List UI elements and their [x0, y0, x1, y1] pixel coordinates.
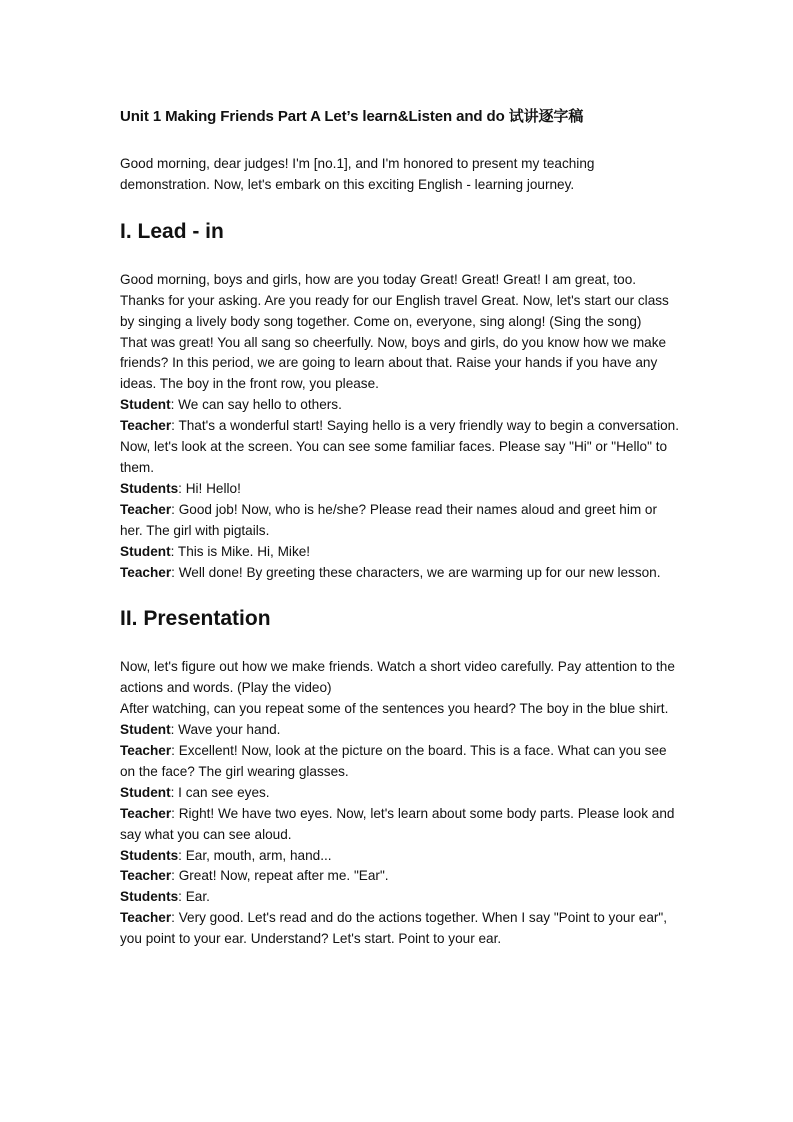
dialogue-text: : I can see eyes.	[170, 784, 270, 800]
dialogue-line	[120, 908, 680, 950]
dialogue-text: : Good job! Now, who is he/she? Please read their names aloud and greet him or her. The girl with pigtails.	[120, 501, 658, 538]
dialogue-line	[120, 563, 680, 584]
speaker-label: Teacher	[120, 805, 172, 821]
dialogue-line	[120, 846, 680, 867]
section-presentation	[120, 605, 680, 950]
speaker-label: Teacher	[120, 743, 172, 759]
speaker-label: Students	[120, 480, 179, 496]
speaker-label: Student	[120, 397, 171, 413]
dialogue-line	[120, 804, 680, 846]
paragraph-text: That was great! You all sang so cheerfully. Now, boys and girls, do you know how we make friends? In this period, we are going to learn about that. Raise your hands if you have any ideas. The boy in the front row, you please.	[120, 334, 667, 392]
dialogue-text: : Hi! Hello!	[178, 480, 241, 496]
dialogue-line	[120, 741, 680, 783]
paragraph-text: Now, let's figure out how we make friends. Watch a short video carefully. Pay attention to the actions and words. (Play the video)	[120, 659, 675, 696]
dialogue-line	[120, 542, 680, 563]
dialogue-text: : We can say hello to others.	[170, 397, 342, 413]
speaker-label: Teacher	[120, 501, 172, 517]
dialogue-text: : Ear.	[178, 889, 210, 905]
speaker-label: Student	[120, 543, 171, 559]
dialogue-line	[120, 395, 680, 416]
dialogue-text: : This is Mike. Hi, Mike!	[170, 543, 311, 559]
document-content	[120, 106, 680, 950]
section-heading-presentation: II. Presentation	[120, 607, 271, 631]
section-heading-lead-in: I. Lead - in	[120, 219, 224, 243]
speaker-label: Students	[120, 847, 179, 863]
dialogue-line	[120, 783, 680, 804]
dialogue-text: : Wave your hand.	[170, 722, 281, 738]
dialogue-text: : Very good. Let's read and do the actions together. When I say "Point to your ear", you point to your ear. Understand? Let's start. Point to your ear.	[120, 910, 668, 947]
dialogue-text: : Right! We have two eyes. Now, let's learn about some body parts. Please look and say what you can see aloud.	[120, 805, 675, 842]
dialogue-line	[120, 887, 680, 908]
paragraph	[120, 699, 680, 720]
speaker-label: Student	[120, 784, 171, 800]
dialogue-line	[120, 416, 680, 479]
paragraph	[120, 270, 680, 333]
speaker-label: Teacher	[120, 564, 172, 580]
speaker-label: Teacher	[120, 418, 172, 434]
paragraph	[120, 333, 680, 396]
intro-paragraph: Good morning, dear judges! I'm [no.1], and I'm honored to present my teaching demonstration. Now, let's embark on this exciting English - learning journey.	[120, 156, 595, 192]
speaker-label: Students	[120, 889, 179, 905]
dialogue-text: : Well done! By greeting these characters, we are warming up for our new lesson.	[171, 564, 661, 580]
dialogue-text: : That's a wonderful start! Saying hello is a very friendly way to begin a conversation. Now, let's look at the screen. You can see some familiar faces. Please say "Hi" or "Hello" to them.	[120, 418, 679, 475]
dialogue-text: : Excellent! Now, look at the picture on the board. This is a face. What can you see on the face? The girl wearing glasses.	[120, 743, 667, 779]
section-lead-in	[120, 218, 680, 584]
document-title: Unit 1 Making Friends Part A Let’s learn&Listen and do 试讲逐字稿	[120, 108, 584, 125]
paragraph-text: Good morning, boys and girls, how are you today Great! Great! Great! I am great, too. Thanks for your asking. Are you ready for our English travel Great. Now, let's start our class by singing a lively body song together. Come on, everyone, sing along! (Sing the song)	[120, 271, 669, 329]
paragraph-text: After watching, can you repeat some of the sentences you heard? The boy in the blue shirt.	[120, 701, 669, 717]
dialogue-line	[120, 720, 680, 741]
dialogue-line	[120, 866, 680, 887]
speaker-label: Teacher	[120, 910, 172, 926]
paragraph	[120, 657, 680, 699]
speaker-label: Student	[120, 722, 171, 738]
speaker-label: Teacher	[120, 868, 172, 884]
dialogue-text: : Ear, mouth, arm, hand...	[178, 847, 332, 863]
dialogue-line	[120, 479, 680, 500]
dialogue-text: : Great! Now, repeat after me. "Ear".	[171, 868, 389, 884]
dialogue-line	[120, 500, 680, 542]
